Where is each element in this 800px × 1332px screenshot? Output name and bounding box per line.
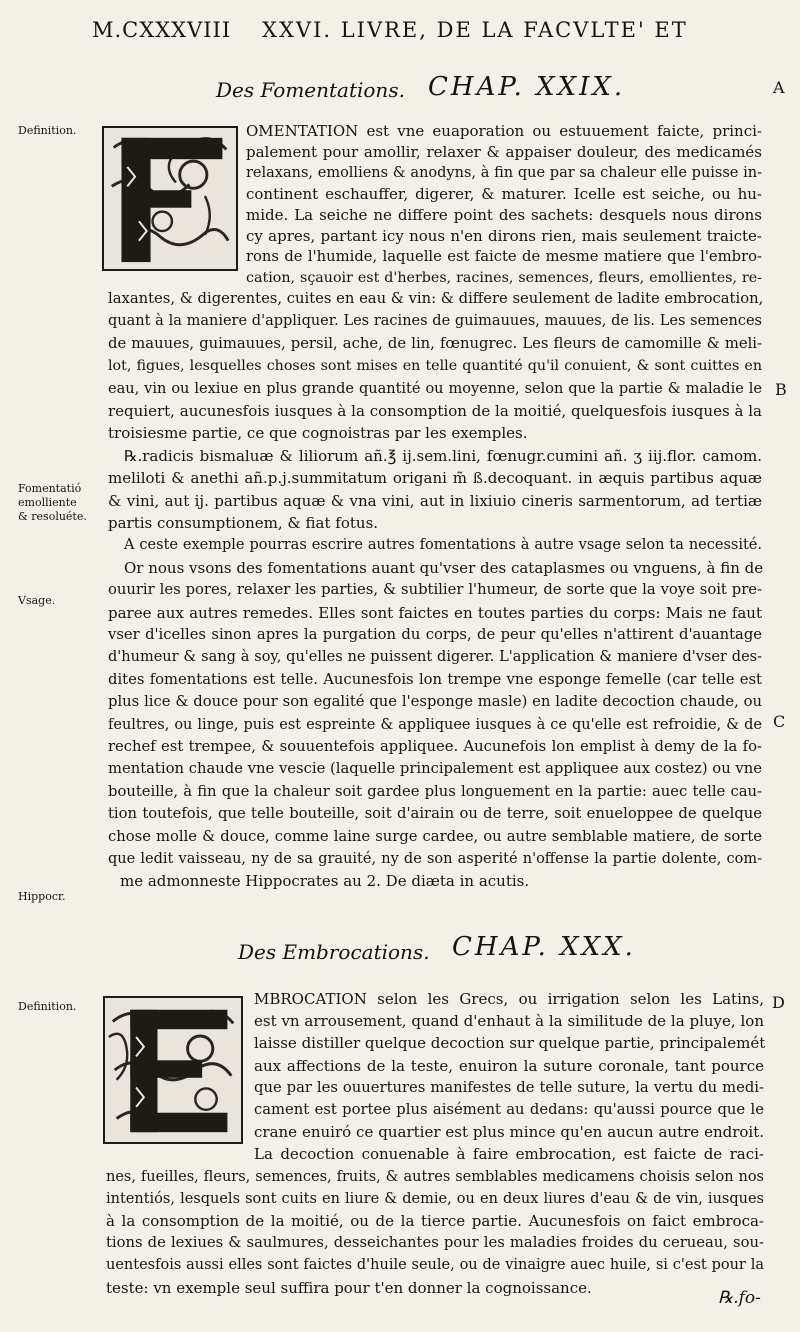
side-marker-b: B (775, 380, 787, 399)
text-line (0, 803, 800, 825)
line-text: plus lice & douce pour son egalité que l'esponge masle) en ladite decoction chaude, ou (108, 693, 762, 711)
line-text: chose molle & douce, comme laine surge cardee, ou autre semblable matiere, de sorte (108, 827, 762, 845)
line-text: me admonneste Hippocrates au 2. De diæta in acutis. (120, 872, 530, 891)
text-line (0, 162, 800, 184)
text-line (0, 445, 800, 467)
chapter-30-number: CHAP. XXX. (452, 932, 636, 962)
line-text: cament est portee plus aisément au dedans: qu'aussi pource que le (254, 1101, 764, 1118)
text-line (0, 120, 800, 142)
side-marker-c: C (773, 712, 786, 731)
chapter-29-heading (0, 72, 800, 112)
margin-note: Fomentatió (18, 482, 82, 495)
catchword: ℞.fo- (718, 1288, 761, 1308)
line-text: dites fomentations est telle. Aucunesfois lon trempe vne esponge femelle (car telle est (108, 670, 762, 688)
text-line (0, 355, 800, 377)
text-line (0, 534, 800, 556)
text-line (0, 870, 800, 892)
text-line (0, 1121, 800, 1143)
margin-note: emolliente (18, 496, 77, 509)
margin-note: & resoluéte. (18, 510, 87, 523)
line-text: troisiesme partie, ce que cognoistras par les exemples. (108, 424, 528, 443)
line-text: partis consumptionem, & fiat fotus. (108, 514, 379, 532)
text-line (0, 1254, 800, 1276)
line-text: cation, sçauoir est d'herbes, racines, semences, fleurs, emollientes, re- (246, 270, 762, 286)
text-line (0, 333, 800, 355)
line-text: tion toutefois, que telle bouteille, soit d'airain ou de terre, soit enueloppee de quelque (108, 805, 762, 823)
line-text: crane enuiró ce quartier est plus mince qu'en aucun autre endroit. (254, 1123, 764, 1142)
line-text: rechef est trempee, & souuentefois appliquee. Aucunefois lon emplist à demy de la fo- (108, 738, 762, 755)
line-text: meliloti & anethi añ.p.j.summitatum origani m̃ ß.decoquant. in æquis partibus aquæ (108, 469, 762, 488)
line-text: est vn arrousement, quand d'enhaut à la similitude de la pluye, lon (254, 1012, 764, 1031)
text-line (0, 1055, 800, 1077)
line-text: tions de lexiues & saulmures, desseichantes pour les maladies froides du cerueau, sou- (106, 1234, 764, 1252)
text-line (0, 246, 800, 268)
text-line (0, 1143, 800, 1165)
line-text: mide. La seiche ne differe point des sachets: desquels nous dirons (246, 206, 762, 224)
line-text: uentesfois aussi elles sont faictes d'huile seule, ou de vinaigre auec huile, si c'est pour la (106, 1257, 764, 1274)
text-line (0, 736, 800, 758)
text-line (0, 848, 800, 870)
text-line (0, 669, 800, 691)
text-line (0, 183, 800, 205)
line-text: ouurir les pores, relaxer les parties, & subtilier l'humeur, de sorte que la voye soit pre- (108, 581, 762, 599)
chapter-29-subtitle: Des Fomentations. (216, 78, 405, 102)
text-line (0, 714, 800, 736)
line-text: que ledit vaisseau, ny de sa grauité, ny de son asperité n'offense la partie dolente, com- (108, 851, 762, 867)
side-marker-d: D (772, 993, 785, 1012)
line-text: quant à la maniere d'appliquer. Les racines de guimauues, mauues, de lis. Les semences (108, 313, 762, 330)
line-text: ℞.radicis bismaluæ & liliorum añ.℥ ij.sem.lini, fœnugr.cumini añ. ʒ iij.flor. camom. (124, 446, 762, 465)
text-line (0, 1210, 800, 1232)
line-text: A ceste exemple pourras escrire autres fomentations à autre vsage selon ta necessité. (124, 537, 762, 554)
line-text: à la consomption de la moitié, ou de la tierce partie. Aucunesfois on faict embroca- (106, 1212, 764, 1230)
text-line (0, 512, 800, 534)
line-text: requiert, aucunesfois iusques à la consomption de la moitié, quelquesfois iusques à la (108, 402, 762, 420)
text-line (0, 288, 800, 310)
line-text: aux affections de la teste, enuiron la suture coronale, tant pource (254, 1056, 764, 1075)
side-marker-a: A (773, 78, 785, 97)
text-line (0, 1188, 800, 1210)
text-line (0, 1010, 800, 1032)
text-line (0, 602, 800, 624)
text-line (0, 1077, 800, 1099)
text-line (0, 310, 800, 332)
chapter-29-number: CHAP. XXIX. (428, 72, 626, 102)
text-line (0, 267, 800, 289)
text-line (0, 204, 800, 226)
margin-note: Definition. (18, 124, 77, 137)
line-text: Or nous vsons des fomentations auant qu'vser des cataplasmes ou vnguens, à fin de (124, 558, 764, 577)
line-text: rons de l'humide, laquelle est faicte de mesme matiere que l'embro- (246, 248, 762, 265)
text-line (0, 988, 800, 1010)
line-text: continent eschauffer, digerer, & maturer. Icelle est seiche, ou hu- (246, 185, 762, 203)
text-line (0, 1099, 800, 1121)
text-line (0, 826, 800, 848)
line-text: nes, fueilles, fleurs, semences, fruits, & autres semblables medicamens choisis selon nos (106, 1168, 764, 1185)
line-text: cy apres, partant icy nous n'en dirons rien, mais seulement traicte- (246, 227, 762, 245)
text-line (0, 378, 800, 400)
page-number: M.CXXXVIII (92, 18, 232, 42)
text-line (0, 691, 800, 713)
text-line (0, 1232, 800, 1254)
line-text: eau, vin ou lexiue en plus grande quantité ou moyenne, selon que la partie & maladie le (108, 380, 762, 397)
line-text: palement pour amollir, relaxer & appaiser douleur, des medicamés (246, 143, 762, 161)
line-text: La decoction conuenable à faire embrocation, est faicte de raci- (254, 1145, 764, 1164)
text-line (0, 225, 800, 247)
running-header (0, 18, 800, 52)
line-text: de mauues, guimauues, persil, ache, de lin, fœnugrec. Les fleurs de camomille & meli- (108, 334, 762, 352)
running-title: XXVI. LIVRE, DE LA FACVLTE' ET (262, 18, 688, 42)
line-text: MBROCATION selon les Grecs, ou irrigation selon les Latins, (254, 990, 764, 1008)
text-line (0, 490, 800, 512)
text-line (0, 758, 800, 780)
chapter-30-subtitle: Des Embrocations. (238, 940, 430, 964)
text-line (0, 141, 800, 163)
text-line (0, 557, 800, 579)
text-line (0, 579, 800, 601)
line-text: lot, figues, lesquelles choses sont mises en telle quantité qu'il conuient, & sont cuittes en (108, 358, 762, 375)
text-line (0, 422, 800, 444)
line-text: intentiós, lesquels sont cuits en liure & demie, ou en deux liures d'eau & de vin, iusques (106, 1190, 764, 1207)
margin-note: Hippocr. (18, 890, 66, 903)
line-text: laxantes, & digerentes, cuites en eau & vin: & differe seulement de ladite embrocation, (108, 290, 764, 307)
text-line (0, 624, 800, 646)
line-text: teste: vn exemple seul suffira pour t'en donner la cognoissance. (106, 1278, 592, 1297)
line-text: OMENTATION est vne euaporation ou estuuement faicte, princi- (246, 122, 762, 140)
line-text: laisse distiller quelque decoction sur quelque partie, principalemét (254, 1034, 766, 1053)
chapter-30-heading (0, 932, 800, 972)
line-text: feultres, ou linge, puis est espreinte & appliquee iusques à ce qu'elle est refroidie, & de (108, 716, 762, 733)
text-line (0, 781, 800, 803)
line-text: & vini, aut ij. partibus aquæ & vna vini, aut in lixiuio cineris sarmentorum, ad tertiæ (108, 491, 762, 510)
text-line (0, 646, 800, 668)
line-text: relaxans, emolliens & anodyns, à fin que par sa chaleur elle puisse in- (246, 165, 762, 181)
line-text: vser d'icelles sinon apres la purgation du corps, de peur qu'elles n'attirent d'auantage (108, 626, 762, 643)
text-line (0, 1166, 800, 1188)
margin-note: Definition. (18, 1000, 77, 1013)
text-line (0, 467, 800, 489)
line-text: mentation chaude vne vescie (laquelle principalement est appliquee aux costez) ou vne (108, 760, 762, 778)
text-line (0, 1277, 800, 1299)
line-text: que par les ouuertures manifestes de telle suture, la vertu du medi- (254, 1078, 764, 1096)
margin-note: Vsage. (18, 594, 56, 607)
line-text: bouteille, à fin que la chaleur soit gardee plus longuement en la partie: auec telle cau- (108, 782, 762, 800)
line-text: paree aux autres remedes. Elles sont faictes en toutes parties du corps: Mais ne faut (108, 603, 762, 622)
line-text: d'humeur & sang à soy, qu'elles ne puissent digerer. L'application & maniere d'vser des- (108, 649, 762, 666)
text-line (0, 1032, 800, 1054)
text-line (0, 400, 800, 422)
